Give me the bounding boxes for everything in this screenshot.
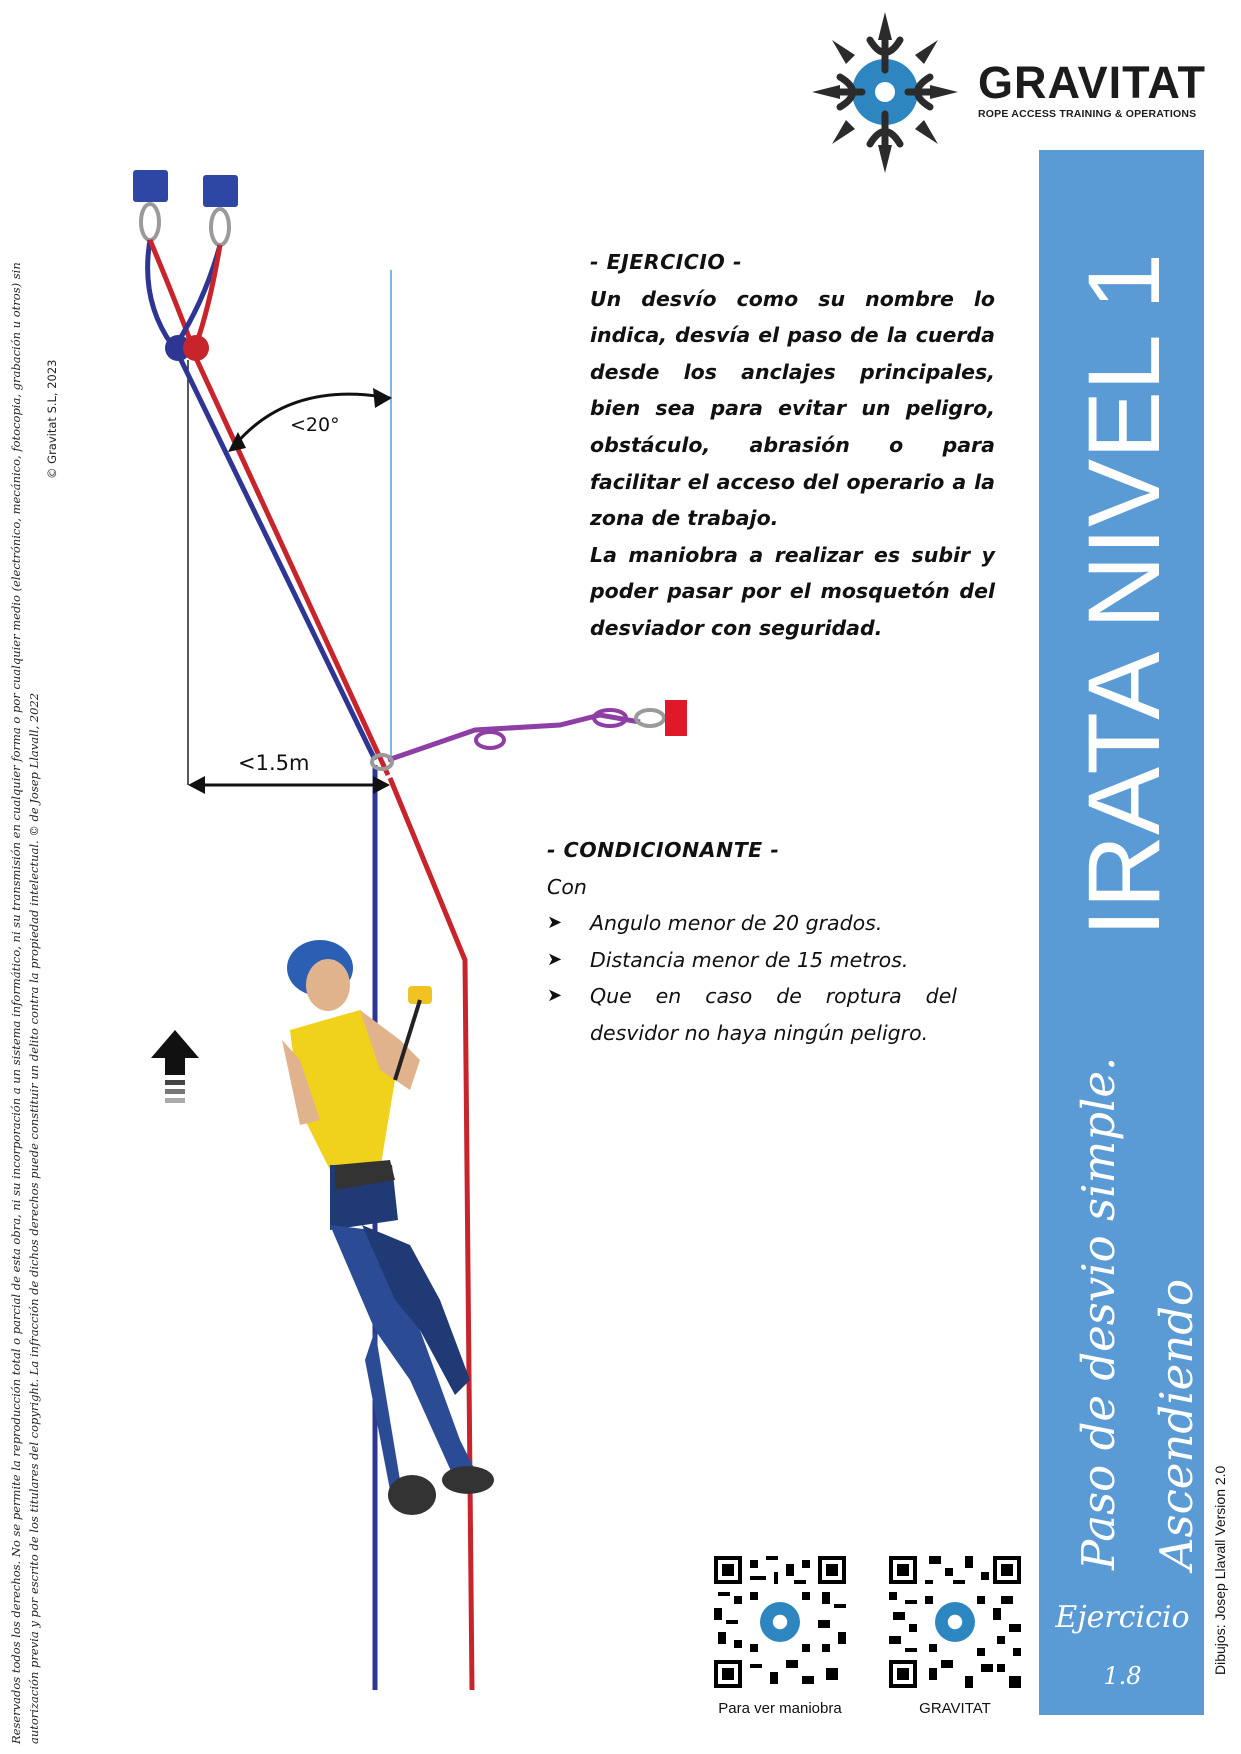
copyright-line-3: © Gravitat S.L, 2023 — [45, 359, 59, 479]
condicionante-intro: Con — [547, 874, 587, 899]
qr-code-gravitat[interactable] — [889, 1556, 1021, 1688]
panel-subtitle-2: Ascendiendo — [1150, 1278, 1203, 1570]
anchor-plate-left — [133, 170, 168, 202]
condicionante-heading: - CONDICIONANTE - — [547, 838, 780, 862]
deviation-anchor — [665, 700, 687, 736]
panel-title: IRATA NIVEL 1 — [1067, 252, 1181, 937]
climber-figure — [282, 940, 494, 1515]
anchor-knots — [148, 240, 220, 345]
qr-caption-maniobra: Para ver maniobra — [718, 1700, 842, 1717]
bullet-arrow-icon: ➤ — [547, 985, 563, 1007]
deviation-sling — [388, 715, 640, 760]
exercise-number: 1.8 — [1103, 1662, 1142, 1690]
panel-subtitle-1: Paso de desvio simple. — [1072, 1056, 1125, 1570]
anchor-carabiners — [141, 204, 229, 245]
qr-caption-gravitat: GRAVITAT — [919, 1700, 991, 1717]
qr-code-maniobra[interactable] — [714, 1556, 846, 1688]
ejercicio-block — [590, 244, 995, 647]
drawing-credit: Dibujos: Josep Llavall Version 2.0 — [1212, 1465, 1228, 1675]
bullet-arrow-icon: ➤ — [547, 948, 563, 970]
copyright-line-1: Reservados todos los derechos. No se permite la reproducción total o parcial de esta obra, ni su incorporación a un sistema informático, ni su transmisión en cualquier forma o por cualquier medio (electrónico, mecánico, fotocopia, grabación u otros) sin — [9, 262, 23, 1744]
ejercicio-paragraph-2: La maniobra a realizar es subir y poder pasar por el mosquetón del desviador con seguridad. — [590, 542, 995, 640]
ascend-arrow-icon — [151, 1030, 199, 1103]
angle-label: <20° — [290, 414, 340, 436]
anchor-plate-right — [203, 175, 238, 207]
exercise-label: Ejercicio — [1055, 1600, 1190, 1635]
brand-tagline: ROPE ACCESS TRAINING & OPERATIONS — [978, 108, 1197, 120]
bullet-arrow-icon: ➤ — [547, 912, 563, 934]
condicionante-block — [547, 832, 957, 1052]
red-rope-lower — [390, 778, 472, 1690]
copyright-line-2: autorización previa y por escrito de los titulares del copyright. La infracción de dichos derechos puede constituir un delito contra la propiedad intelectual. © de Josep Llavall, 2022 — [27, 692, 41, 1744]
list-item: ➤ Distancia menor de 15 metros. — [547, 942, 957, 979]
blue-rope-upper — [180, 358, 375, 760]
gravitat-logo-icon — [810, 10, 960, 175]
ejercicio-paragraph-1: Un desvío como su nombre lo indica, desvía el paso de la cuerda desde los anclajes principales, bien sea para evitar un peligro, obstáculo, abrasión o para facilitar el acceso del operario a la zona de trabajo. — [590, 286, 995, 531]
list-item: ➤ Que en caso de roptura del desvidor no haya ningún peligro. — [547, 978, 957, 1051]
distance-label: <1.5m — [238, 751, 310, 775]
list-item: ➤ Angulo menor de 20 grados. — [547, 905, 957, 942]
ejercicio-heading: - EJERCICIO - — [590, 250, 742, 274]
condicionante-list — [547, 905, 957, 1051]
brand-name: GRAVITAT — [978, 57, 1206, 108]
